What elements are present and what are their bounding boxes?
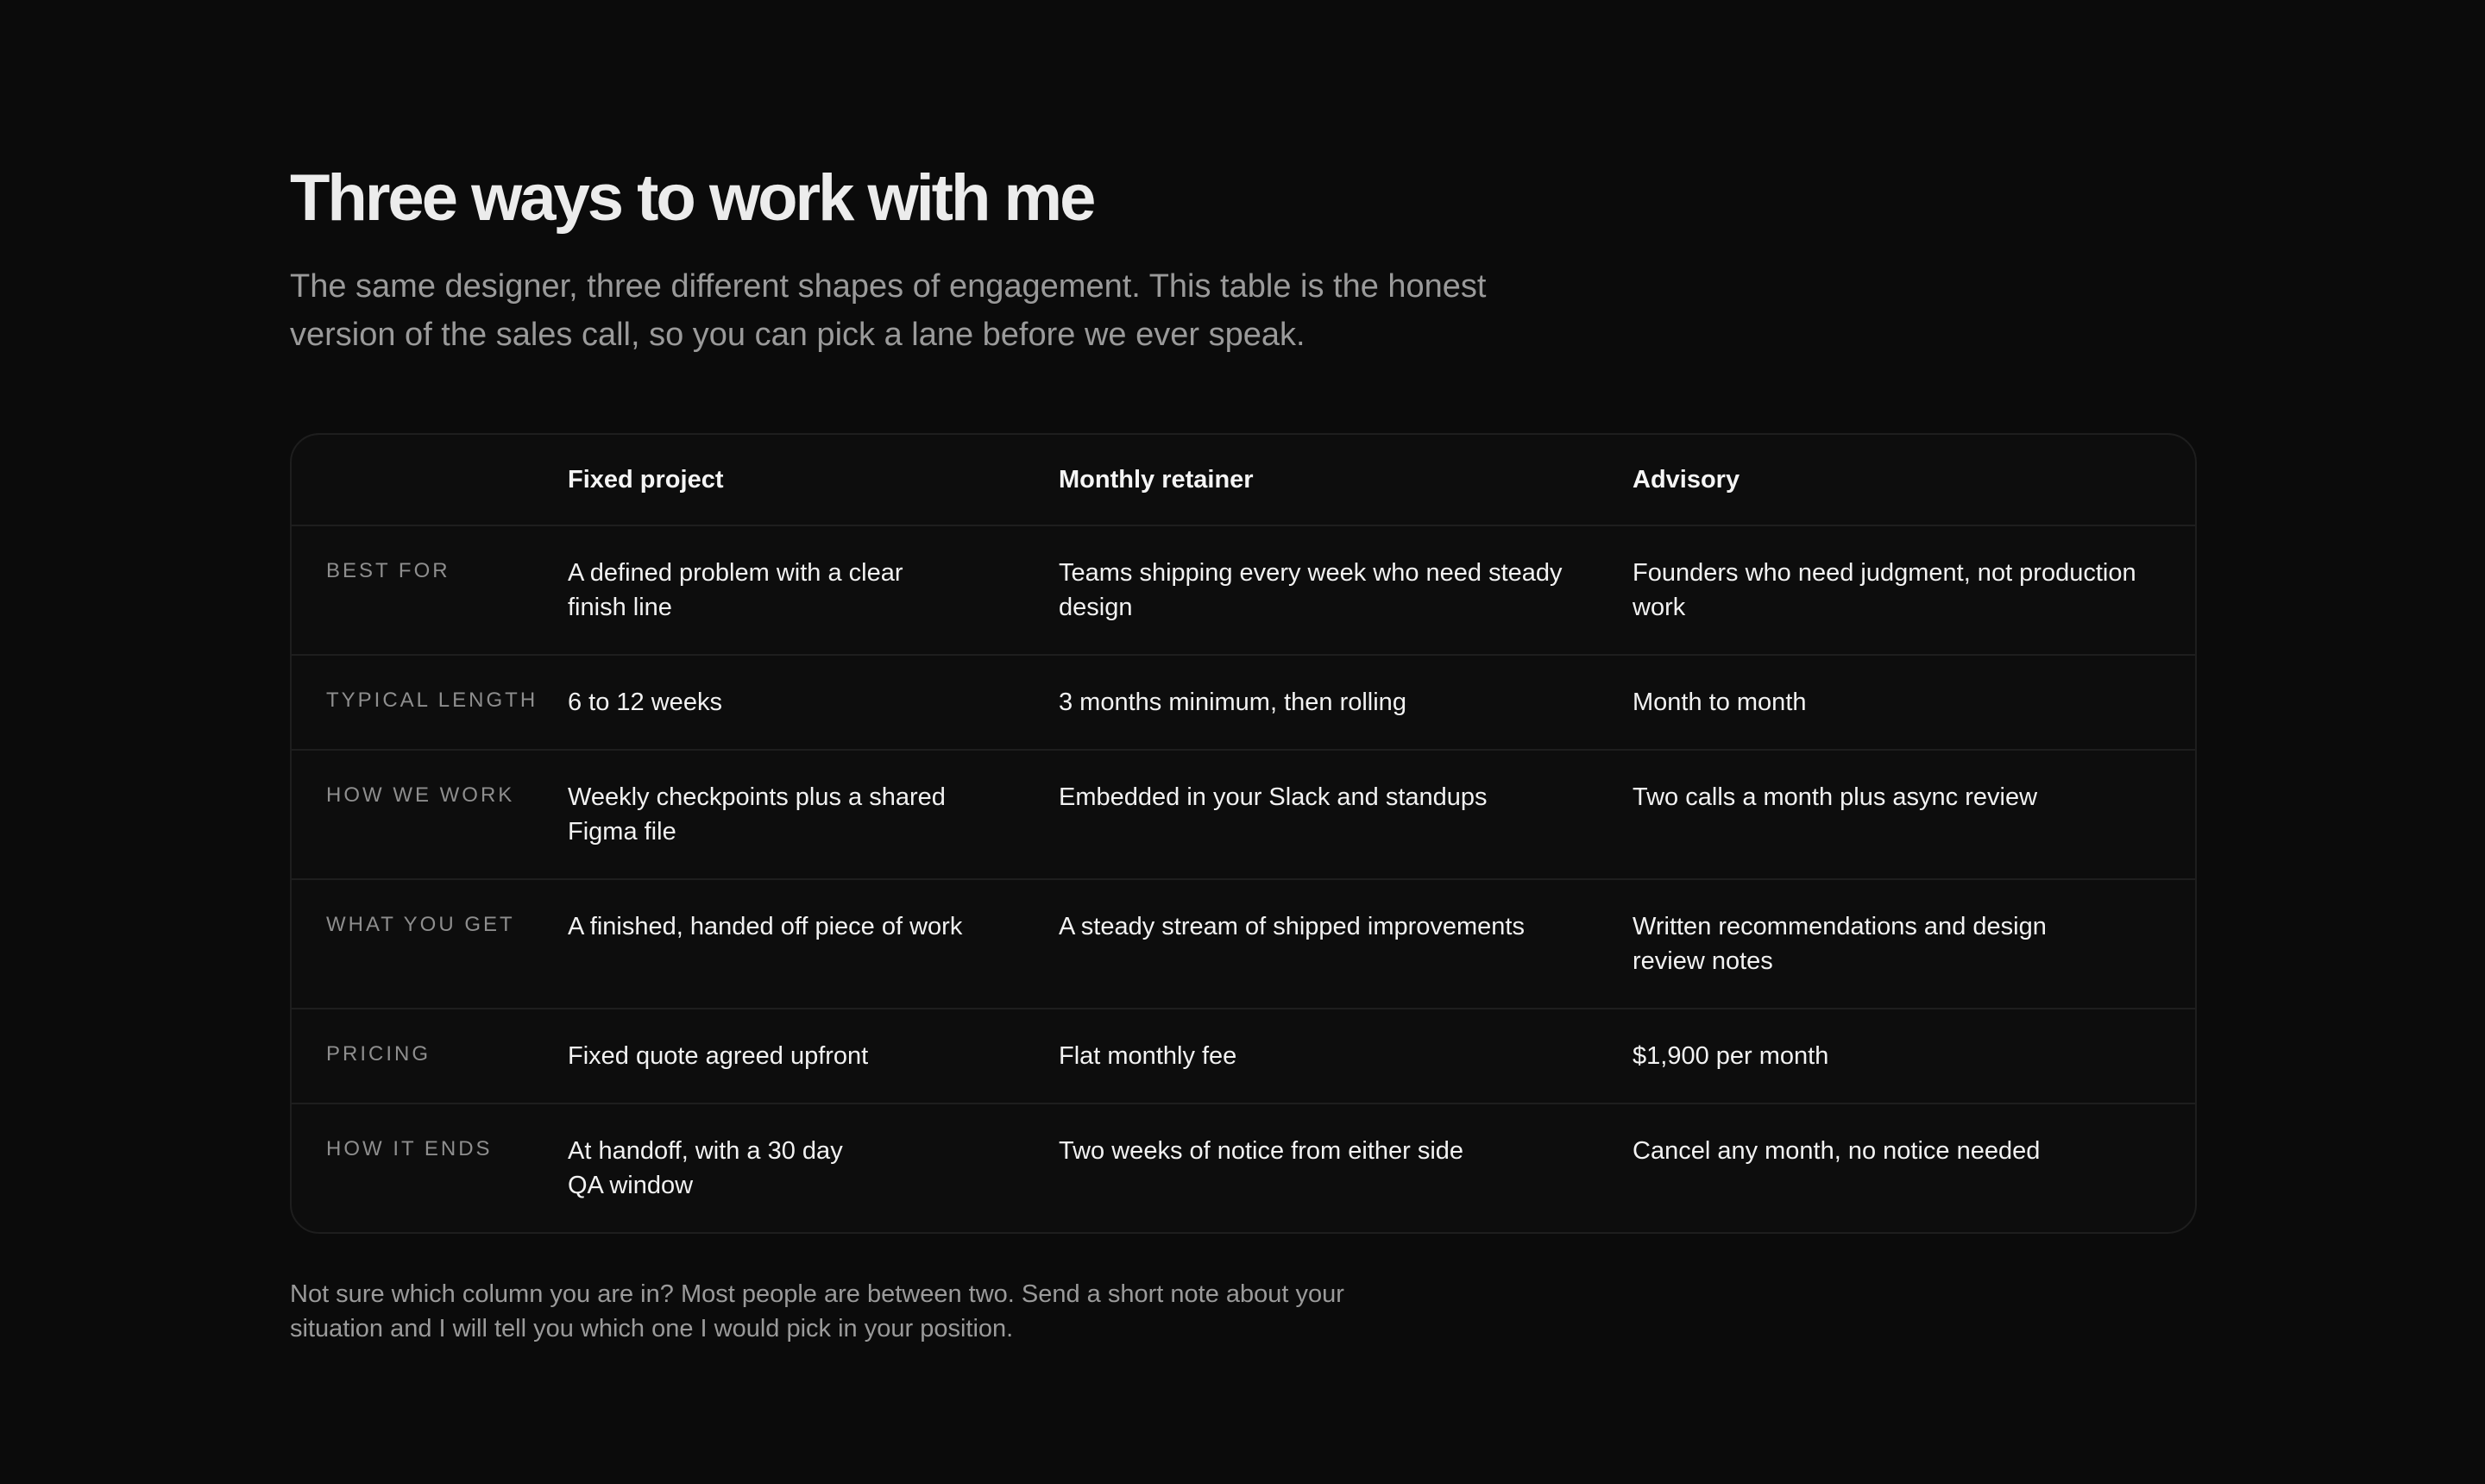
cell-text: Flat monthly fee <box>1059 1042 1237 1070</box>
table-cell <box>1633 1009 2195 1104</box>
cell-text: $1,900 per month <box>1633 1042 1829 1070</box>
column-header-advisory: Advisory <box>1633 435 2195 525</box>
cell-text: A defined problem with a clear finish line <box>568 559 903 621</box>
pricing-section <box>290 160 2195 1346</box>
row-label <box>292 525 568 655</box>
comparison-table-card <box>290 433 2197 1234</box>
table-cell <box>568 750 1059 879</box>
column-header-empty <box>292 435 568 525</box>
column-header-fixed-project: Fixed project <box>568 435 1059 525</box>
table-cell <box>568 1104 1059 1232</box>
cell-text: 3 months minimum, then rolling <box>1059 689 1406 716</box>
table-row <box>292 1009 2195 1104</box>
cell-text: Teams shipping every week who need steady design <box>1059 559 1563 621</box>
cell-text: Two weeks of notice from either side <box>1059 1137 1464 1165</box>
row-label-text: HOW IT ENDS <box>326 1137 493 1160</box>
row-label <box>292 1009 568 1104</box>
table-cell <box>1059 1104 1633 1232</box>
table-cell <box>1633 655 2195 750</box>
cell-text: Month to month <box>1633 689 1807 716</box>
column-header-monthly-retainer: Monthly retainer <box>1059 435 1633 525</box>
cell-text: Two calls a month plus async review <box>1633 783 2038 811</box>
cell-text: Written recommendations and design review notes <box>1633 913 2047 975</box>
page-title: Three ways to work with me <box>290 161 1094 235</box>
row-label <box>292 879 568 1009</box>
cell-text: Cancel any month, no notice needed <box>1633 1137 2041 1165</box>
table-cell <box>1633 750 2195 879</box>
row-label-text: HOW WE WORK <box>326 783 515 807</box>
cell-text: Fixed quote agreed upfront <box>568 1042 869 1070</box>
row-label <box>292 655 568 750</box>
cell-text: Founders who need judgment, not production work <box>1633 559 2136 621</box>
table-row <box>292 1104 2195 1232</box>
table-row <box>292 750 2195 879</box>
cell-text: A finished, handed off piece of work <box>568 913 963 940</box>
row-label-text: WHAT YOU GET <box>326 913 515 936</box>
table-cell <box>1059 879 1633 1009</box>
row-label <box>292 750 568 879</box>
row-label <box>292 1104 568 1232</box>
table-row <box>292 525 2195 655</box>
cell-text: A steady stream of shipped improvements <box>1059 913 1525 940</box>
cell-text: Weekly checkpoints plus a shared Figma file <box>568 783 946 846</box>
table-row <box>292 655 2195 750</box>
comparison-table <box>292 435 2195 1232</box>
table-cell <box>568 655 1059 750</box>
table-cell <box>1059 750 1633 879</box>
row-label-text: BEST FOR <box>326 559 450 582</box>
row-label-text: PRICING <box>326 1042 431 1066</box>
table-header-row <box>292 435 2195 525</box>
page-subtitle: The same designer, three different shapes of engagement. This table is the honest version of the sales call, so you can pick a lane before we ever speak. <box>290 268 1487 353</box>
cell-text: Embedded in your Slack and standups <box>1059 783 1488 811</box>
table-cell <box>1633 1104 2195 1232</box>
table-cell <box>568 1009 1059 1104</box>
footnote: Not sure which column you are in? Most people are between two. Send a short note about your situation and I will tell you which one I would pick in your position. <box>290 1280 1344 1343</box>
row-label-text: TYPICAL LENGTH <box>326 689 538 712</box>
table-cell <box>1059 525 1633 655</box>
cell-text: At handoff, with a 30 day QA window <box>568 1137 843 1199</box>
table-cell <box>568 879 1059 1009</box>
cell-text: 6 to 12 weeks <box>568 689 722 716</box>
table-cell <box>1059 655 1633 750</box>
table-cell <box>1059 1009 1633 1104</box>
table-cell <box>1633 525 2195 655</box>
table-cell <box>568 525 1059 655</box>
table-row <box>292 879 2195 1009</box>
table-cell <box>1633 879 2195 1009</box>
